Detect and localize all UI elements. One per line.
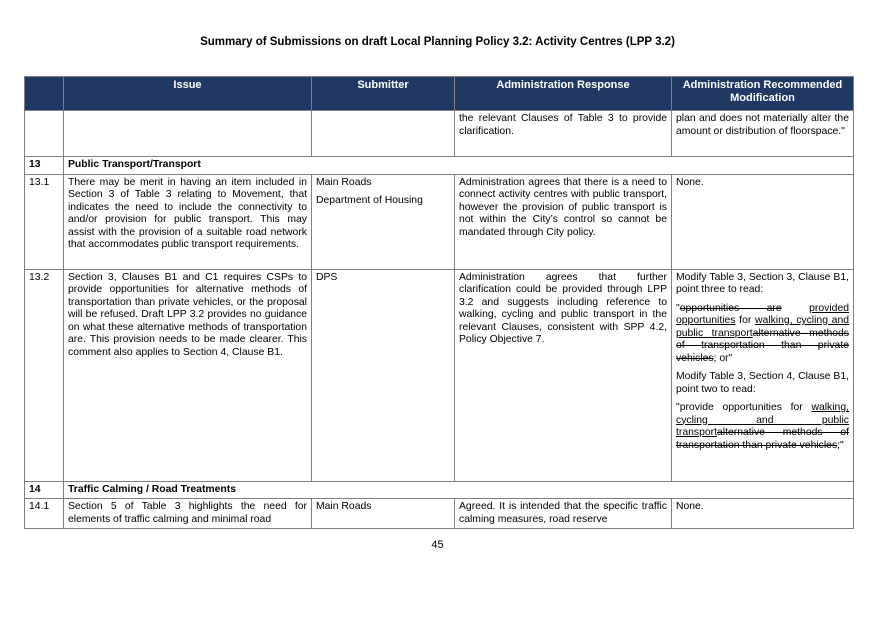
cell-submitter	[312, 111, 455, 157]
cell-response: Administration agrees that further clarification could be provided through LPP 3.2 and suggests including reference to walking, cycling and public transport in the relevant Clauses, consistent with SPP 4.2, Policy Objective 7.	[455, 269, 672, 481]
header-recommended-modification: Administration Recommended Modification	[672, 77, 854, 111]
cell-response: Administration agrees that there is a need to connect activity centres with public transport, however the provision of public transport is not within the City’s control so cannot be mandated through City policy.	[455, 174, 672, 269]
quote-open: "	[676, 302, 680, 314]
section-heading-row	[25, 481, 854, 499]
deleted-text: alternative methods of transportation than private vehicles	[676, 427, 849, 451]
cell-modification: None.	[672, 174, 854, 269]
section-heading-row	[25, 157, 854, 175]
cell-number: 13.2	[25, 269, 64, 481]
cell-issue	[64, 111, 312, 157]
header-submitter: Submitter	[312, 77, 455, 111]
header-admin-response: Administration Response	[455, 77, 672, 111]
quote-close: ;"	[837, 439, 844, 451]
submissions-table	[24, 76, 854, 529]
plain-text	[782, 303, 809, 314]
header-number	[25, 77, 64, 111]
page-number: 45	[431, 539, 444, 551]
plain-text: for	[735, 315, 755, 326]
section-number: 13	[25, 157, 64, 175]
document-title: Summary of Submissions on draft Local Planning Policy 3.2: Activity Centres (LPP 3.2)	[200, 36, 675, 48]
modification-instruction: Modify Table 3, Section 4, Clause B1, point two to read:	[676, 371, 849, 395]
inserted-text: provided opportunities	[676, 302, 850, 326]
table-row	[25, 269, 854, 481]
quote-close: ; or"	[713, 352, 733, 364]
deleted-text: opportunities are	[679, 302, 782, 314]
cell-submitter	[312, 174, 455, 269]
cell-issue: Section 5 of Table 3 highlights the need for elements of traffic calming and minimal road	[64, 499, 312, 529]
submitter-name: Department of Housing	[316, 195, 423, 206]
section-title: Public Transport/Transport	[64, 157, 854, 175]
section-number: 14	[25, 481, 64, 499]
cell-response: the relevant Clauses of Table 3 to provide clarification.	[455, 111, 672, 157]
modification-instruction: Modify Table 3, Section 3, Clause B1, point three to read:	[676, 271, 849, 295]
cell-modification	[672, 269, 854, 481]
inserted-text: walking, cycling and public transport	[676, 315, 849, 339]
cell-issue: Section 3, Clauses B1 and C1 requires CSPs to provide opportunities for alternative methods of transportation than private vehicles, or the proposal will be refused. Draft LPP 3.2 provides no guidance on what these alternative methods of transportation are. This provision needs to be made clearer. This comment also applies to Section 4, Clause B1.	[64, 269, 312, 481]
cell-submitter: DPS	[312, 269, 455, 481]
inserted-text: walking, cycling and public transport	[676, 402, 849, 438]
modification-text	[676, 303, 849, 366]
table-row	[25, 174, 854, 269]
header-issue: Issue	[64, 77, 312, 111]
cell-modification: plan and does not materially alter the amount or distribution of floorspace."	[672, 111, 854, 157]
cell-number: 13.1	[25, 174, 64, 269]
cell-submitter: Main Roads	[312, 499, 455, 529]
cell-modification: None.	[672, 499, 854, 529]
section-title: Traffic Calming / Road Treatments	[64, 481, 854, 499]
cell-response: Agreed. It is intended that the specific traffic calming measures, road reserve	[455, 499, 672, 529]
cell-issue: There may be merit in having an item included in Section 3 of Table 3 relating to Movement, that indicates the need to include the connectivity to and/or provision for public transport. This may assist with the provision of a suitable road network that accommodates public transport requirements.	[64, 174, 312, 269]
table-row	[25, 499, 854, 529]
table-row	[25, 111, 854, 157]
deleted-text: alternative methods of transportation than private vehicles	[676, 327, 849, 364]
table-header-row	[25, 77, 854, 111]
cell-number: 14.1	[25, 499, 64, 529]
submitter-name: Main Roads	[316, 176, 372, 188]
plain-text: "provide opportunities for	[676, 402, 812, 413]
modification-text	[676, 402, 849, 452]
cell-number	[25, 111, 64, 157]
